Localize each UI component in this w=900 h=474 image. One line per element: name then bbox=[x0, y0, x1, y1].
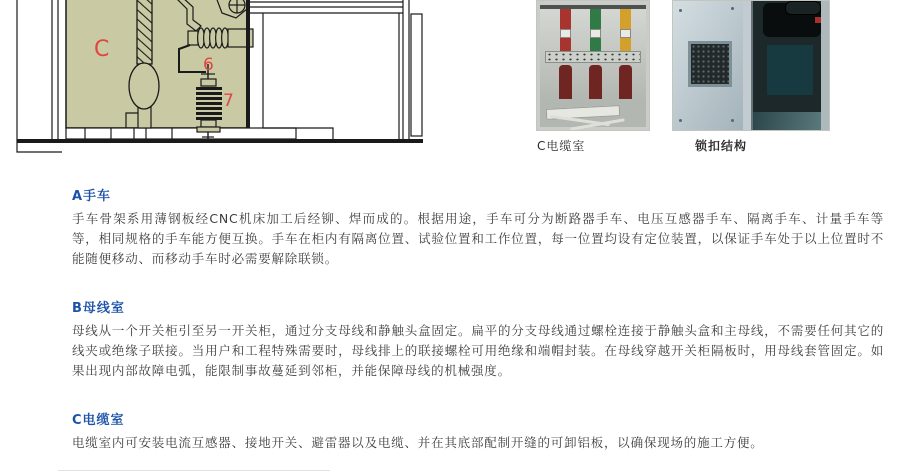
photo2-screw bbox=[731, 7, 734, 10]
photo1-cable-termination bbox=[589, 65, 602, 103]
section-busbar-room bbox=[72, 297, 884, 381]
cabinet-section-diagram bbox=[0, 0, 440, 158]
front-compartment bbox=[250, 0, 422, 140]
section-b-heading: B母线室 bbox=[72, 301, 125, 316]
section-handcart bbox=[72, 185, 884, 269]
photo2-door-edge bbox=[743, 1, 753, 131]
photo1-phase-tag bbox=[620, 29, 631, 38]
photo2-lock-mechanism bbox=[767, 45, 813, 95]
photo2-caption: 锁扣结构 bbox=[695, 139, 748, 153]
photo1-cable-termination bbox=[619, 65, 632, 103]
photo2-side-panel bbox=[821, 1, 829, 131]
photo-cable-compartment bbox=[536, 0, 650, 131]
photo2-door-panel bbox=[673, 1, 743, 131]
cabinet-outline bbox=[17, 0, 62, 152]
page-bottom-rule bbox=[58, 470, 330, 471]
photo2-vent-grille bbox=[688, 41, 732, 87]
section-cable-room bbox=[72, 409, 884, 453]
bottom-rail bbox=[17, 139, 423, 143]
photo1-cable-termination bbox=[559, 65, 572, 103]
photo-lock-structure bbox=[672, 0, 830, 131]
photo1-lower-cables-area bbox=[540, 99, 646, 127]
label-part-6: 6 bbox=[203, 55, 214, 75]
photo1-perforated-bar bbox=[545, 51, 641, 63]
label-compartment-c: C bbox=[94, 37, 110, 62]
photo2-screw bbox=[731, 119, 734, 122]
section-a-heading: A手车 bbox=[72, 189, 112, 204]
photo2-screw bbox=[679, 119, 682, 122]
photo1-phase-tag bbox=[590, 29, 601, 38]
partition-wall bbox=[246, 0, 250, 128]
photo1-caption: C电缆室 bbox=[537, 139, 586, 153]
section-c-body: 电缆室内可安装电流互感器、接地开关、避雷器以及电缆、并在其底部配制开缝的可卸铝板，以确保现场的施工方便。 bbox=[72, 435, 764, 450]
photo2-bushing-tube bbox=[785, 1, 821, 15]
wall-bushing bbox=[188, 28, 253, 48]
photo2-screw bbox=[679, 9, 682, 12]
photo1-phase-tag bbox=[560, 29, 571, 38]
label-part-7: 7 bbox=[223, 91, 234, 111]
section-b-body: 母线从一个开关柜引至另一开关柜，通过分支母线和静触头盒固定。扁平的分支母线通过螺栓连接于静触头盒和主母线，不需要任何其它的线夹或绝缘子联接。当用户和工程特殊需要时，母线排上的联接螺栓可用绝缘和端帽封装。在母线穿越开关柜隔板时，用母线套管固定。如果出现内部故障电弧，能限制事故蔓延到邻柜，并能保障母线的机械强度。 bbox=[72, 323, 884, 378]
photo2-base-rail bbox=[753, 112, 821, 130]
section-a-body: 手车骨架系用薄钢板经CNC机床加工后经铆、焊而成的。根据用途，手车可分为断路器手车、电压互感器手车、隔离手车、计量手车等等，相同规格的手车能方便互换。手车在柜内有隔离位置、试验位置和工作位置，每一位置均设有定位装置，以保证手车处于以上位置时不能随便移动、而移动手车时必需要解除联锁。 bbox=[72, 211, 884, 266]
base-frame bbox=[66, 128, 296, 139]
section-c-heading: C电缆室 bbox=[72, 413, 125, 428]
